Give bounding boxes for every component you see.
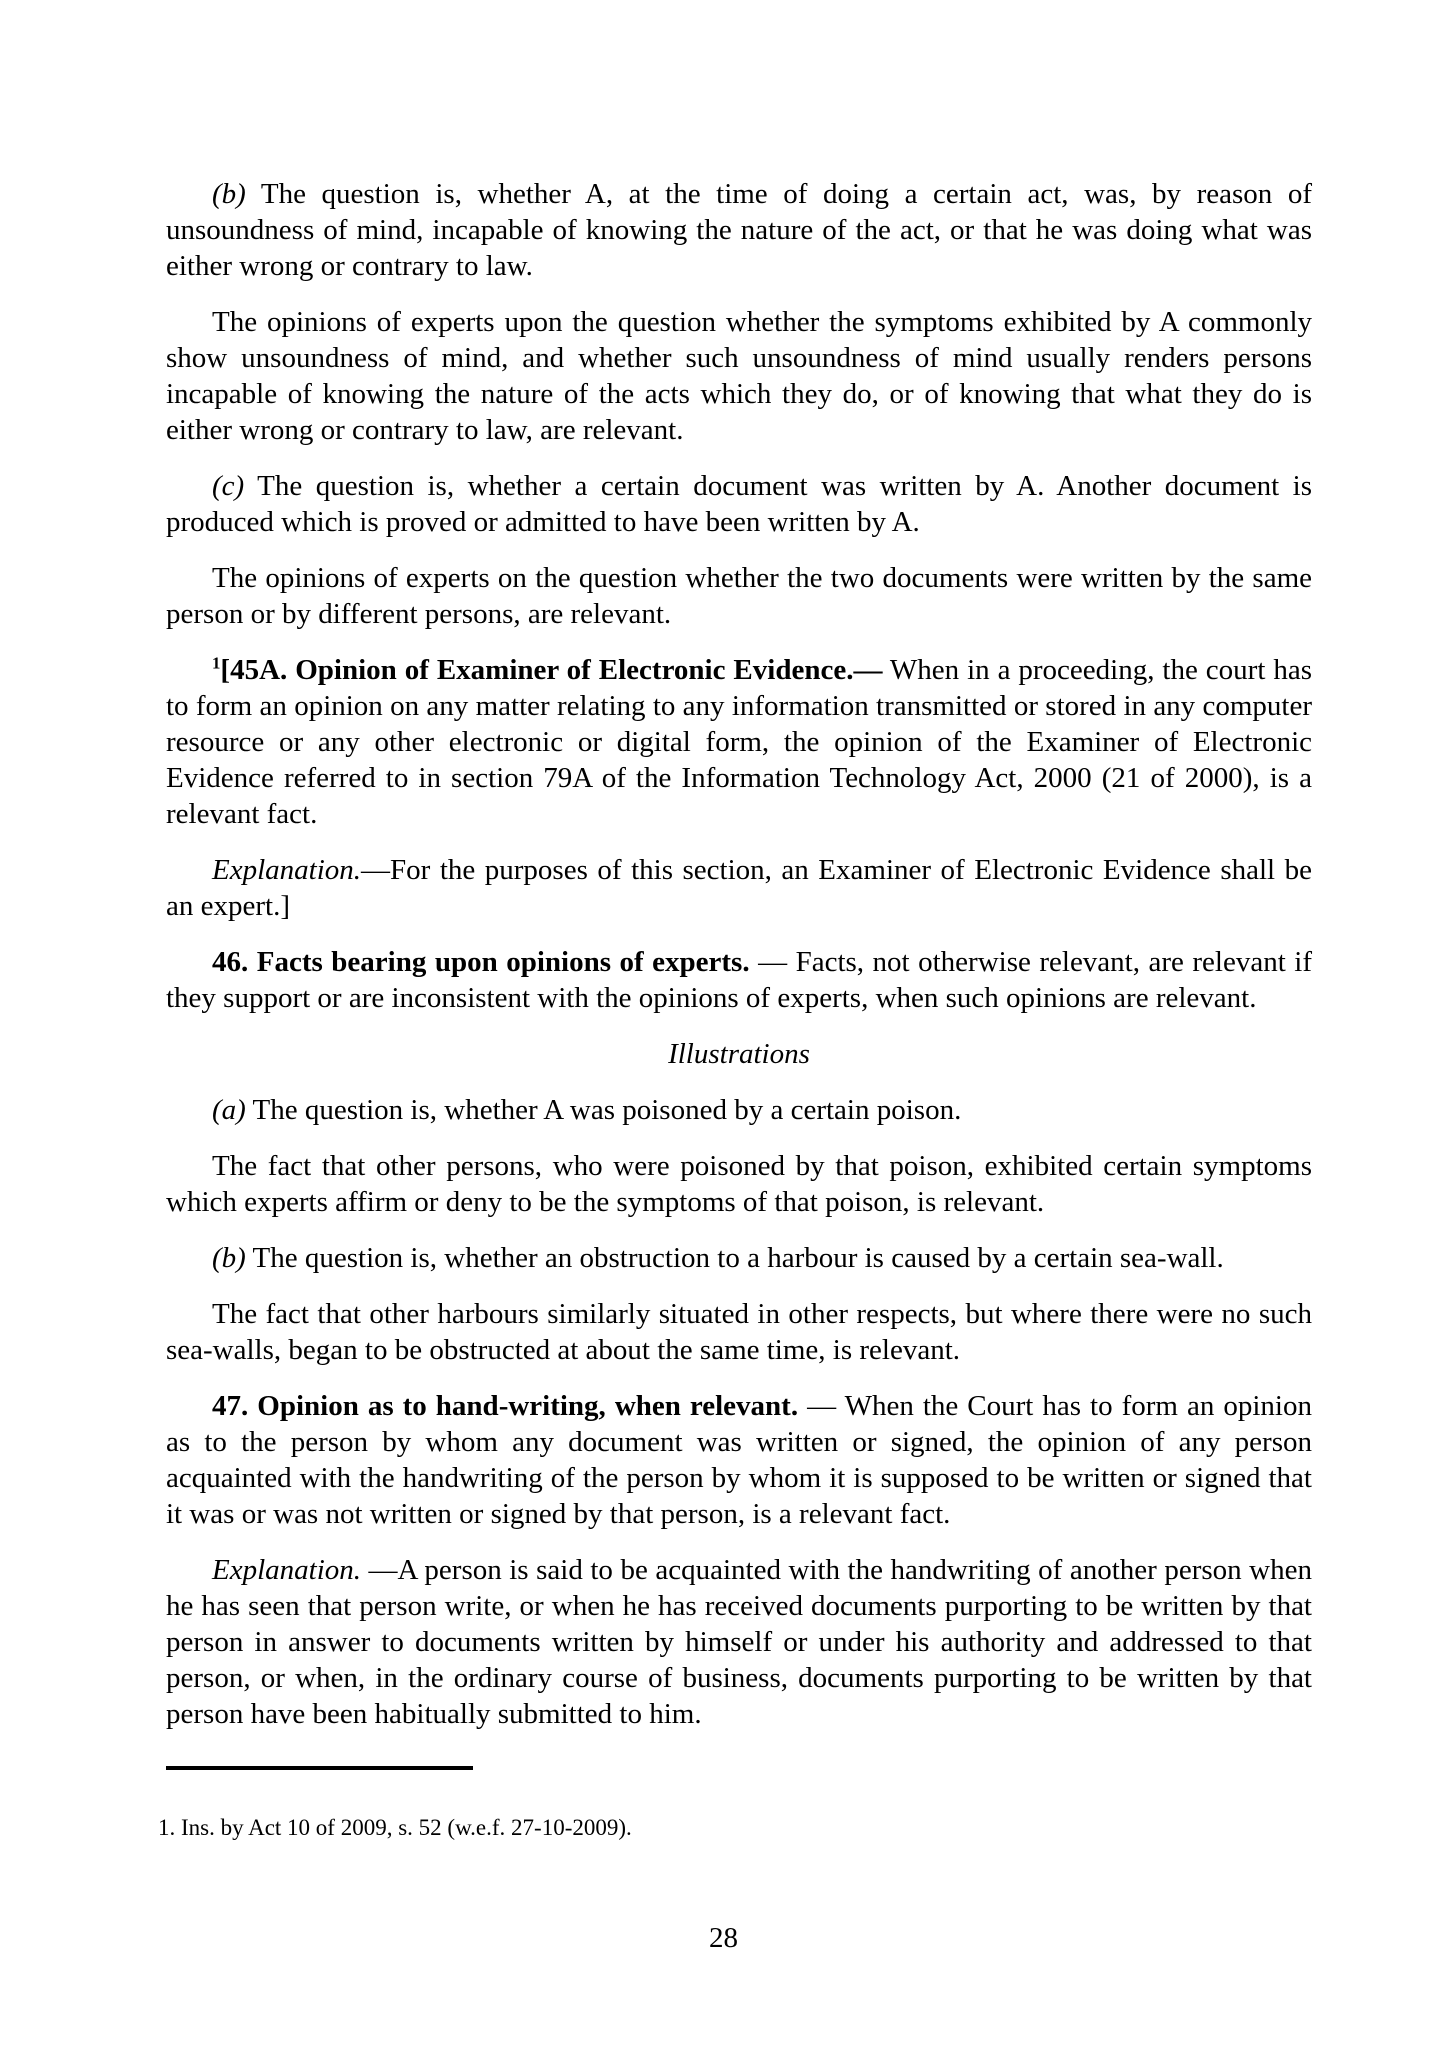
paragraph-illustration-b-46 bbox=[166, 1240, 1312, 1276]
paragraph-section-46 bbox=[166, 944, 1312, 1016]
illustration-marker: (b) bbox=[212, 1242, 246, 1274]
paragraph-text: The fact that other harbours similarly situated in other respects, but where there were no such sea-walls, began to be obstructed at about the same time, is relevant. bbox=[166, 1298, 1312, 1366]
footnote-separator bbox=[166, 1766, 473, 1770]
paragraph-text: —For the purposes of this section, an Examiner of Electronic Evidence shall be an expert.] bbox=[166, 854, 1312, 922]
heading-text: Illustrations bbox=[668, 1038, 810, 1070]
illustration-marker: (c) bbox=[212, 470, 245, 502]
paragraph-explanation-47 bbox=[166, 1552, 1312, 1732]
section-heading: [45A. Opinion of Examiner of Electronic Evidence.— bbox=[220, 654, 883, 686]
paragraph-illustration-b-fact bbox=[166, 1296, 1312, 1368]
footnote-text: 1. Ins. by Act 10 of 2009, s. 52 (w.e.f. 27-10-2009). bbox=[158, 1815, 632, 1840]
footnote bbox=[158, 1814, 1312, 1842]
explanation-label: Explanation. bbox=[212, 854, 362, 886]
section-heading: 47. Opinion as to hand-writing, when relevant. bbox=[212, 1390, 799, 1422]
paragraph-experts-documents bbox=[166, 560, 1312, 632]
illustrations-heading bbox=[166, 1036, 1312, 1072]
paragraph-illustration-a-fact bbox=[166, 1148, 1312, 1220]
paragraph-explanation-45a bbox=[166, 852, 1312, 924]
paragraph-illustration-b bbox=[166, 176, 1312, 284]
paragraph-text: When in a proceeding, the court has to form an opinion on any matter relating to any information transmitted or stored in any computer resource or any other electronic or digital form, the opinion of the Examiner of Electronic Evidence referred to in section 79A of the Information Technology Act, 2000 (21 of 2000), is a relevant fact. bbox=[166, 654, 1312, 830]
paragraph-illustration-c bbox=[166, 468, 1312, 540]
illustration-marker: (b) bbox=[212, 178, 246, 210]
illustration-marker: (a) bbox=[212, 1094, 246, 1126]
paragraph-experts-unsoundness bbox=[166, 304, 1312, 448]
page-number-text: 28 bbox=[709, 1922, 738, 1954]
paragraph-section-45a bbox=[166, 652, 1312, 832]
paragraph-text: The question is, whether A, at the time of doing a certain act, was, by reason of unsoundness of mind, incapable of knowing the nature of the act, or that he was doing what was either wrong or contrary to law. bbox=[166, 178, 1312, 282]
paragraph-text: The opinions of experts upon the question whether the symptoms exhibited by A commonly show unsoundness of mind, and whether such unsoundness of mind usually renders persons incapable of knowing the nature of the acts which they do, or of knowing that what they do is either wrong or contrary to law, are relevant. bbox=[166, 306, 1312, 446]
footnote-reference: 1 bbox=[212, 653, 221, 673]
section-heading: 46. Facts bearing upon opinions of experts. bbox=[212, 946, 750, 978]
paragraph-text: — Facts, not otherwise relevant, are relevant if they support or are inconsistent with the opinions of experts, when such opinions are relevant. bbox=[166, 946, 1312, 1014]
paragraph-text: The question is, whether a certain document was written by A. Another document is produced which is proved or admitted to have been written by A. bbox=[166, 470, 1312, 538]
paragraph-text: —A person is said to be acquainted with the handwriting of another person when he has seen that person write, or when he has received documents purporting to be written by that person in answer to documents written by himself or under his authority and addressed to that person, or when, in the ordinary course of business, documents purporting to be written by that person have been habitually submitted to him. bbox=[166, 1554, 1312, 1730]
paragraph-text: The fact that other persons, who were poisoned by that poison, exhibited certain symptoms which experts affirm or deny to be the symptoms of that poison, is relevant. bbox=[166, 1150, 1312, 1218]
paragraph-illustration-a-46 bbox=[166, 1092, 1312, 1128]
paragraph-text: The question is, whether A was poisoned by a certain poison. bbox=[245, 1094, 962, 1126]
paragraph-text: — When the Court has to form an opinion as to the person by whom any document was written or signed, the opinion of any person acquainted with the handwriting of the person by whom it is supposed to be written or signed that it was or was not written or signed by that person, is a relevant fact. bbox=[166, 1390, 1312, 1530]
explanation-label: Explanation. bbox=[212, 1554, 362, 1586]
paragraph-text: The question is, whether an obstruction to a harbour is caused by a certain sea-wall. bbox=[245, 1242, 1224, 1274]
paragraph-section-47 bbox=[166, 1388, 1312, 1532]
page-number bbox=[0, 1920, 1447, 1956]
paragraph-text: The opinions of experts on the question whether the two documents were written by the same person or by different persons, are relevant. bbox=[166, 562, 1312, 630]
